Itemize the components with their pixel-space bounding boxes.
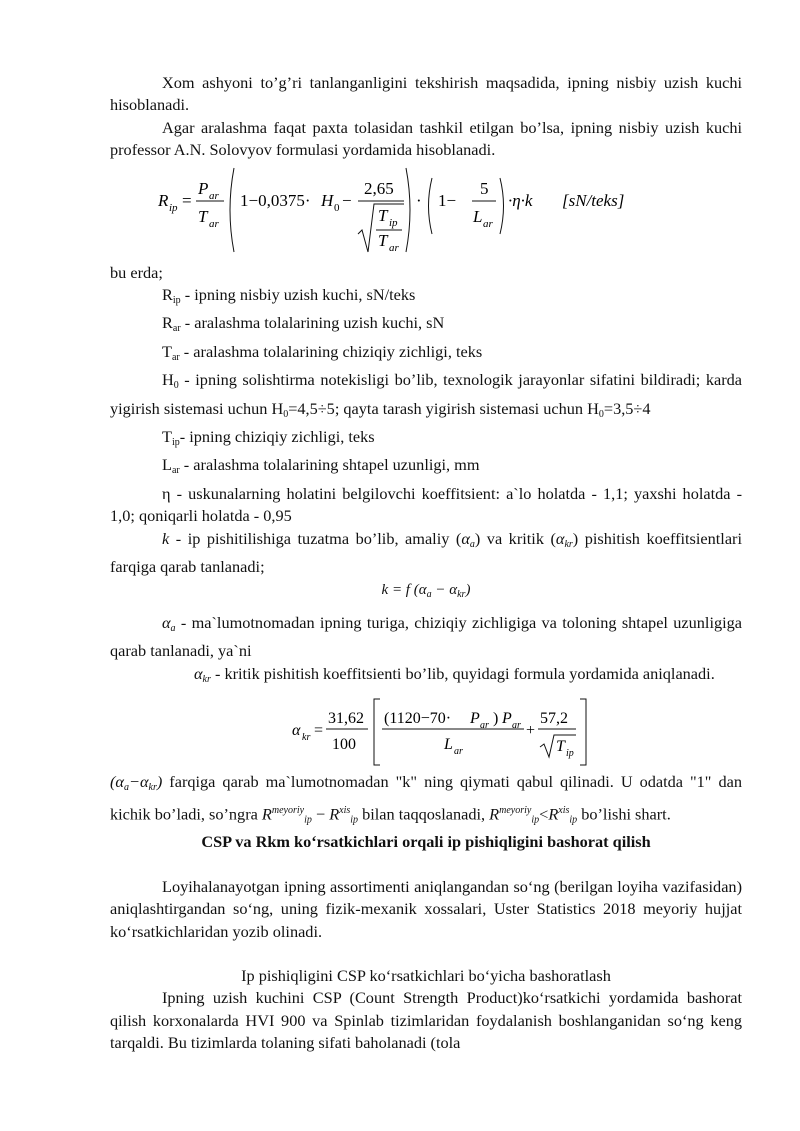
- f2-P: P: [470, 710, 480, 728]
- bu-erda: bu erda;: [110, 262, 163, 282]
- f2-num3: 57,2: [540, 710, 568, 728]
- solovyov-formula-graphic: [110, 164, 742, 256]
- def-lar: $L_{ar}$ - aralashma tolalarining shtapel uzunligi, mm: [162, 455, 480, 477]
- alpha-kr-formula-graphic: [110, 695, 742, 769]
- f1-dot: ·: [416, 190, 422, 210]
- loyiha-paragraph: Loyihalanayotgan ipning assortimenti aniqlangandan so‘ng (berilgan loyiha vazifasidan) aniqlashtirgandan so‘ng, uning fizik-mexanik xossalari, Uster Statistics 2018 meyoriy hujjat ko‘rsatkichlaridan yozib olinadi.: [110, 876, 742, 941]
- f2-T: T: [556, 738, 565, 756]
- alpha-kr-formula: [110, 695, 742, 769]
- f1-paren2-left: [429, 178, 433, 234]
- def-tip: $T_{ip}-$ ipning chiziqiy zichligi, teks: [162, 427, 375, 449]
- document-page: [110, 72, 742, 1055]
- section-heading: CSP va Rkm ko‘rsatkichlari orqali ip pishiqligini bashorat qilish: [201, 832, 651, 852]
- f1-T: T: [198, 206, 208, 226]
- def-k: k - ip pishitilishiga tuzatma bo’lib, amaliy $(\alpha_a)$ va kritik $(\alpha_{kr})$ pishitish koeffitsientlari farqiga qarab tanlanadi;: [110, 528, 742, 577]
- f2-bracket-left: [374, 699, 380, 765]
- f2-P-sub: ar: [480, 720, 489, 732]
- f1-P-sub: ar: [209, 189, 219, 202]
- f2-L: L: [444, 736, 453, 754]
- last-paragraph: Ipning uzish kuchini CSP (Count Strength Product)ko‘rsatkichi yordamida bashorat qilish korxonalarda HVI 900 va Spinlab tizimlaridan foydalanish boshlanganidan so‘ng keng tarqaldi. Bu tizimlarda tolaning sifati baholanadi (tola: [110, 988, 742, 1053]
- def-alpha-a: $\alpha_a$ - ma`lumotnomadan ipning turiga, chiziqiy zichligiga va toloning shtapel uzunligiga qarab tanlanadi, ya`ni: [110, 612, 742, 661]
- f1-T-sub: ar: [209, 217, 219, 230]
- f2-T-sub: ip: [566, 748, 574, 760]
- f1-Tip: T: [378, 205, 388, 225]
- f2-num2a: (1120−70·: [384, 710, 452, 728]
- diff-paragraph: $(\alpha_a-\alpha_{kr})$ farqiga qarab ma`lumotnomadan "k" ning qiymati qabul qilinadi. U odatda "1" dan kichik bo’ladi, so’ngra $R^{meyoriy}_{ip} - R^{xis}_{ip}$ bilan taqqoslanadi, $R^{meyoriy}_{ip}<R^{xis}_{ip}$ bo’lishi shart.: [110, 772, 742, 825]
- k-formula: k = f $(\alpha_a - \alpha_{kr})$: [381, 581, 471, 600]
- f2-alpha: α: [292, 722, 301, 740]
- f1-eq: =: [182, 190, 192, 210]
- f1-paren-right: [406, 168, 410, 252]
- f1-Tar-sub: ar: [389, 241, 399, 254]
- f1-R: R: [158, 190, 169, 210]
- f1-minus: −: [342, 190, 352, 210]
- f1-H-sub: 0: [334, 201, 340, 214]
- f1-paren-left: [230, 168, 234, 252]
- f2-alpha-sub: kr: [302, 732, 311, 744]
- f2-num: 31,62: [328, 710, 364, 728]
- def-rip: $R_{ip}$ - ipning nisbiy uzish kuchi, sN/teks: [162, 285, 416, 307]
- f1-paren2-right: [500, 178, 504, 234]
- def-eta: η - uskunalarning holatini belgilovchi koeffitsient: a`lo holatda - 1,1; yaxshi holatda - 1,0; qoniqarli holatda - 0,95: [110, 483, 742, 526]
- f1-units: [sN/teks]: [562, 190, 625, 210]
- f2-P2-sub: ar: [512, 720, 521, 732]
- f1-Tip-sub: ip: [389, 216, 398, 229]
- f1-R-sub: ip: [169, 201, 178, 214]
- f1-Tar: T: [378, 230, 388, 250]
- f2-den: 100: [332, 736, 356, 754]
- def-tar: $T_{ar}$ - aralashma tolalarining chiziqiy zichligi, teks: [162, 341, 483, 363]
- def-rar: $R_{ar}$ - aralashma tolalarining uzish kuchi, sN: [162, 313, 445, 335]
- f2-L-sub: ar: [454, 746, 463, 758]
- f2-bracket-right: [580, 699, 586, 765]
- solovyov-formula: [110, 164, 742, 256]
- intro-paragraph-1: Xom ashyoni to’g’ri tanlanganligini tekshirish maqsadida, ipning nisbiy uzish kuchi hisoblanadi.: [110, 73, 742, 115]
- f2-P2: P: [502, 710, 512, 728]
- f1-L: L: [473, 206, 483, 226]
- def-alpha-kr: $\alpha_{kr}$ - kritik pishitish koeffitsienti bo’lib, quyidagi formula yordamida aniqlanadi.: [194, 663, 715, 685]
- f1-P: P: [198, 178, 209, 198]
- f1-H: H: [321, 190, 334, 210]
- f1-one: 1−: [438, 190, 457, 210]
- f1-five: 5: [480, 178, 489, 198]
- f1-tail: ·η·k: [508, 190, 533, 210]
- f2-num2b: ): [493, 710, 499, 728]
- f1-one-minus: 1−0,0375·: [240, 190, 311, 210]
- f2-eq: =: [314, 722, 324, 740]
- subheading: Ip pishiqligini CSP ko‘rsatkichlari bo‘yicha bashoratlash: [241, 965, 611, 985]
- def-h0: $H_0$ - ipning solishtirma notekisligi bo’lib, texnologik jarayonlar sifatini bildiradi; karda yigirish sistemasi uchun $H_0=4,5\div 5$; qayta tarash yigirish sistemasi uchun $H_0=3,5\div 4$: [110, 370, 742, 420]
- f2-plus: +: [526, 722, 536, 740]
- f1-265: 2,65: [364, 178, 394, 198]
- f1-L-sub: ar: [483, 217, 493, 230]
- intro-paragraph-2: Agar aralashma faqat paxta tolasidan tashkil etilgan bo’lsa, ipning nisbiy uzish kuchi professor A.N. Solovyov formulasi yordamida hisoblanadi.: [110, 117, 742, 160]
